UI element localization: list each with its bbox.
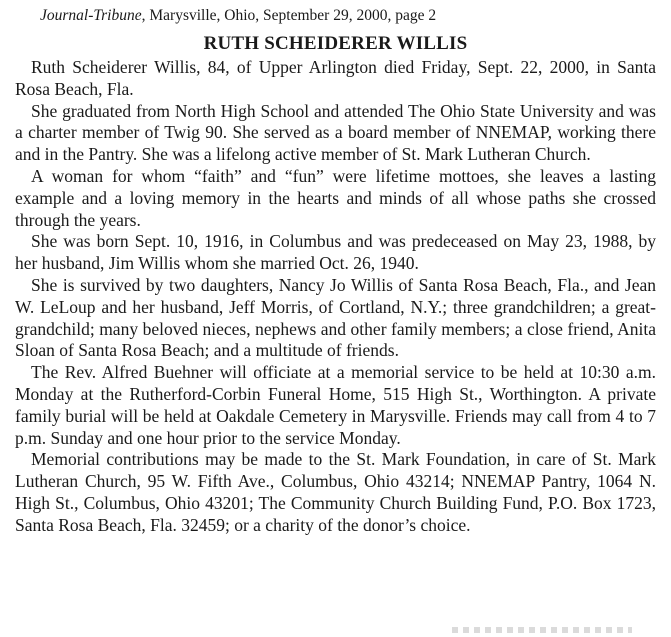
obituary-body	[15, 57, 656, 537]
obituary-title: RUTH SCHEIDERER WILLIS	[203, 33, 468, 54]
bleed-through-mark	[452, 627, 632, 633]
publication-name: Journal-Tribune	[40, 7, 142, 24]
paragraph-education: She graduated from North High School and attended The Ohio State University and was a charter member of Twig 90. She served as a board member of NNEMAP, working there and in the Pantry. She was a lifelong active member of St. Mark Lutheran Church.	[15, 100, 656, 165]
source-citation	[40, 6, 436, 26]
paragraph-memorials: Memorial contributions may be made to the St. Mark Foundation, in care of St. Mark Lutheran Church, 95 W. Fifth Ave., Columbus, Ohio 43214; NNEMAP Pantry, 1064 N. High St., Columbus, Ohio 43201; The Community Church Building Fund, P.O. Box 1723, Santa Rosa Beach, Fla. 32459; or a charity of the donor’s choice.	[15, 449, 656, 535]
paragraph-service: The Rev. Alfred Buehner will officiate at a memorial service to be held at 10:30 a.m. Monday at the Rutherford-Corbin Funeral Home, 515 High St., Worthington. A private family burial will be held at Oakdale Cemetery in Marysville. Friends may call from 4 to 7 p.m. Sunday and one hour prior to the service Monday.	[15, 362, 656, 448]
publication-details: , Marysville, Ohio, September 29, 2000, page 2	[141, 7, 437, 24]
paragraph-character: A woman for whom “faith” and “fun” were lifetime mottoes, she leaves a lasting example and a loving memory in the hearts and minds of all whose paths she crossed through the years.	[15, 165, 656, 230]
paragraph-death-notice: Ruth Scheiderer Willis, 84, of Upper Arlington died Friday, Sept. 22, 2000, in Santa Rosa Beach, Fla.	[15, 57, 656, 99]
paragraph-survivors: She is survived by two daughters, Nancy Jo Willis of Santa Rosa Beach, Fla., and Jean W. LeLoup and her husband, Jeff Morris, of Cortland, N.Y.; three grandchildren; a great-grandchild; many beloved nieces, nephews and other family members; a close friend, Anita Sloan of Santa Rosa Beach; and a multitude of friends.	[15, 274, 656, 361]
paragraph-birth-marriage: She was born Sept. 10, 1916, in Columbus and was predeceased on May 23, 1988, by her husband, Jim Willis whom she married Oct. 26, 1940.	[15, 231, 656, 274]
